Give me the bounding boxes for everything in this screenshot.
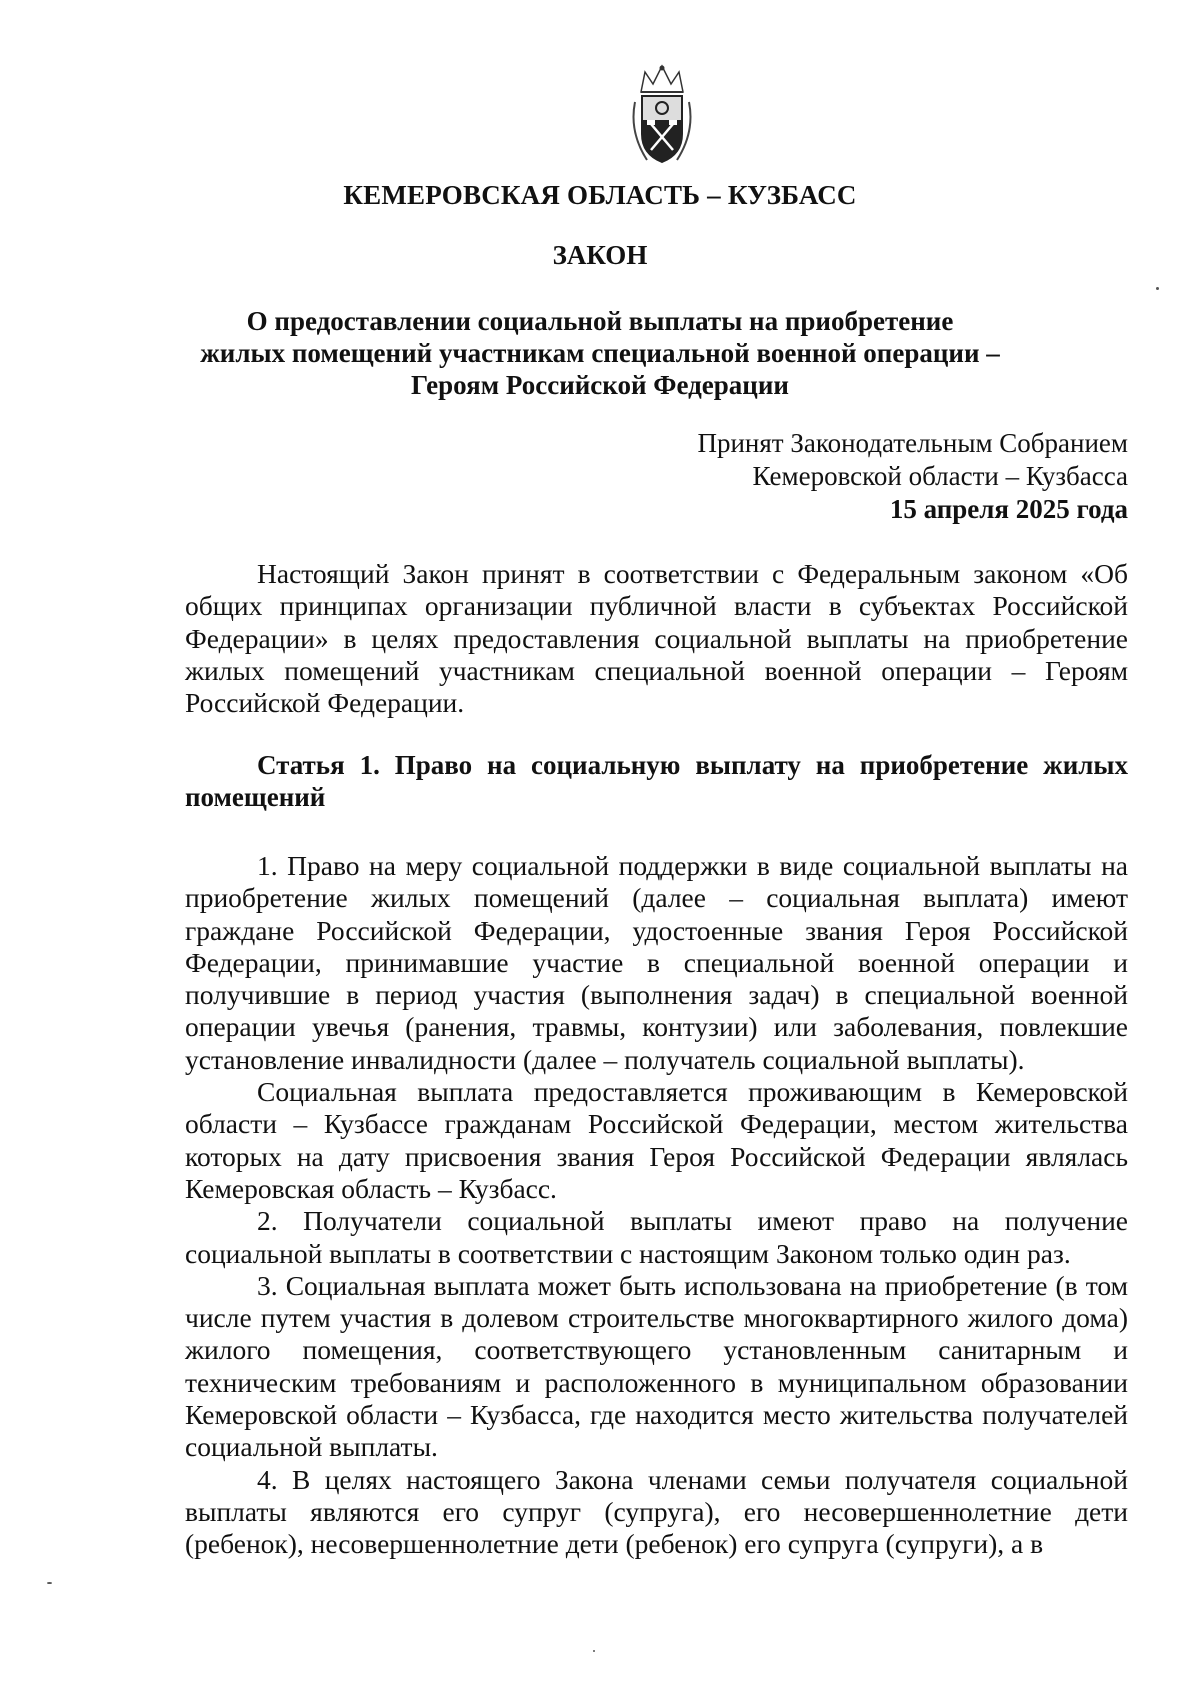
- adoption-block: [697, 427, 1128, 526]
- kuzbass-coat-of-arms-icon: [627, 62, 697, 172]
- adoption-line: Принят Законодательным Собранием: [697, 428, 1128, 458]
- scan-speck: [593, 1650, 595, 1652]
- preamble: [185, 558, 1128, 719]
- clause-paragraph: 3. Социальная выплата может быть использована на приобретение (в том числе путем участия в долевом строительстве многоквартирного жилого дома) жилого помещения, соответствующего установленным санитарным и техническим требованиям и расположенного в муниципальном образовании Кемеровской области – Кузбасса, где находится место жительства получателей социальной выплаты.: [185, 1269, 1128, 1463]
- scan-speck: [47, 1582, 52, 1584]
- document-type: ЗАКОН: [552, 240, 648, 270]
- law-title-line: О предоставлении социальной выплаты на приобретение: [246, 306, 954, 336]
- clause-paragraph: Социальная выплата предоставляется проживающим в Кемеровской области – Кузбассе гражданам Российской Федерации, местом жительства которых на дату присвоения звания Героя Российской Федерации являлась Кемеровская область – Кузбасс.: [185, 1076, 1128, 1204]
- law-title-line: Героям Российской Федерации: [411, 370, 789, 400]
- adoption-date: 15 апреля 2025 года: [889, 494, 1128, 524]
- adoption-line: Кемеровской области – Кузбасса: [752, 461, 1128, 491]
- scan-speck: [1156, 287, 1159, 290]
- law-title: [0, 305, 1200, 401]
- clause-paragraph: 4. В целях настоящего Закона членами семьи получателя социальной выплаты являются его супруг (супруга), его несовершеннолетние дети (ребенок), несовершеннолетние дети (ребенок) его супруга (супруги), а в: [185, 1463, 1128, 1560]
- clause-paragraph: 2. Получатели социальной выплаты имеют право на получение социальной выплаты в соответствии с настоящим Законом только один раз.: [185, 1205, 1128, 1269]
- region-heading: КЕМЕРОВСКАЯ ОБЛАСТЬ – КУЗБАСС: [343, 180, 857, 210]
- article-1-heading: Статья 1. Право на социальную выплату на приобретение жилых помещений: [185, 750, 1128, 812]
- preamble-paragraph: Настоящий Закон принят в соответствии с Федеральным законом «Об общих принципах организации публичной власти в субъектах Российской Федерации» в целях предоставления социальной выплаты на приобретение жилых помещений участникам специальной военной операции – Героям Российской Федерации.: [185, 558, 1128, 719]
- clause-paragraph: 1. Право на меру социальной поддержки в виде социальной выплаты на приобретение жилых помещений (далее – социальная выплата) имеют граждане Российской Федерации, удостоенные звания Героя Российской Федерации, принимавшие участие в специальной военной операции и получившие в период участия (выполнения задач) в специальной военной операции увечья (ранения, травмы, контузии) или заболевания, повлекшие установление инвалидности (далее – получатель социальной выплаты).: [185, 850, 1128, 1075]
- article-1-body: [185, 850, 1128, 1561]
- law-title-line: жилых помещений участникам специальной военной операции –: [200, 338, 1000, 368]
